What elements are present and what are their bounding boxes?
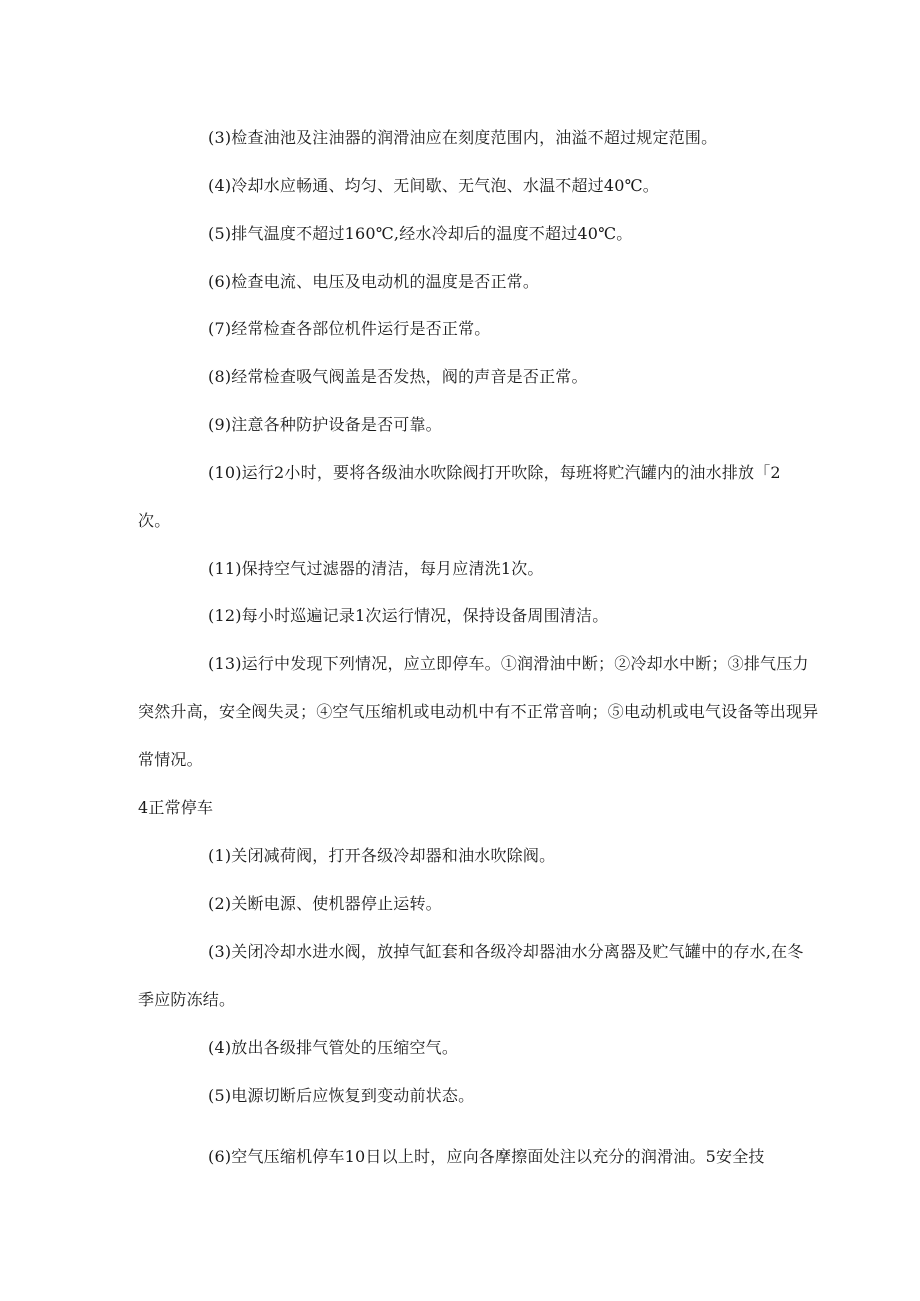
stop-step-2: (2)关断电源、使机器停止运转。 (208, 894, 442, 913)
paragraph-item-11: (11)保持空气过滤器的清洁，每月应清洗1次。 (208, 559, 544, 578)
paragraph-item-10: (10)运行2小时，要将各级油水吹除阀打开吹除，每班将贮汽罐内的油水排放「2 (208, 463, 781, 482)
paragraph-item-3: (3)检查油池及注油器的润滑油应在刻度范围内，油溢不超过规定范围。 (208, 128, 718, 147)
stop-step-6: (6)空气压缩机停车10日以上时，应向各摩擦面处注以充分的润滑油。5安全技 (208, 1147, 765, 1166)
paragraph-item-13-continuation-2: 常情况。 (138, 750, 203, 769)
paragraph-item-6: (6)检查电流、电压及电动机的温度是否正常。 (208, 272, 540, 291)
paragraph-item-4: (4)冷却水应畅通、均匀、无间歇、无气泡、水温不超过40℃。 (208, 176, 659, 195)
section-heading-normal-stop: 4正常停车 (138, 798, 214, 817)
stop-step-1: (1)关闭减荷阀，打开各级冷却器和油水吹除阀。 (208, 846, 556, 865)
stop-step-3-continuation: 季应防冻结。 (138, 990, 236, 1009)
stop-step-4: (4)放出各级排气管处的压缩空气。 (208, 1038, 459, 1057)
paragraph-item-5: (5)排气温度不超过160℃,经水冷却后的温度不超过40℃。 (208, 224, 633, 243)
stop-step-5: (5)电源切断后应恢复到变动前状态。 (208, 1086, 475, 1105)
paragraph-item-10-continuation: 次。 (138, 511, 171, 530)
paragraph-item-13-continuation-1: 突然升高，安全阀失灵；④空气压缩机或电动机中有不正常音响；⑤电动机或电气设备等出现异 (138, 702, 819, 721)
paragraph-item-12: (12)每小时巡遍记录1次运行情况，保持设备周围清洁。 (208, 606, 609, 625)
stop-step-3: (3)关闭冷却水进水阀，放掉气缸套和各级冷却器油水分离器及贮气罐中的存水,在冬 (208, 942, 804, 961)
paragraph-item-13: (13)运行中发现下列情况，应立即停车。①润滑油中断；②冷却水中断；③排气压力 (208, 654, 809, 673)
paragraph-item-7: (7)经常检查各部位机件运行是否正常。 (208, 319, 491, 338)
paragraph-item-9: (9)注意各种防护设备是否可靠。 (208, 415, 442, 434)
paragraph-item-8: (8)经常检查吸气阀盖是否发热，阀的声音是否正常。 (208, 367, 588, 386)
